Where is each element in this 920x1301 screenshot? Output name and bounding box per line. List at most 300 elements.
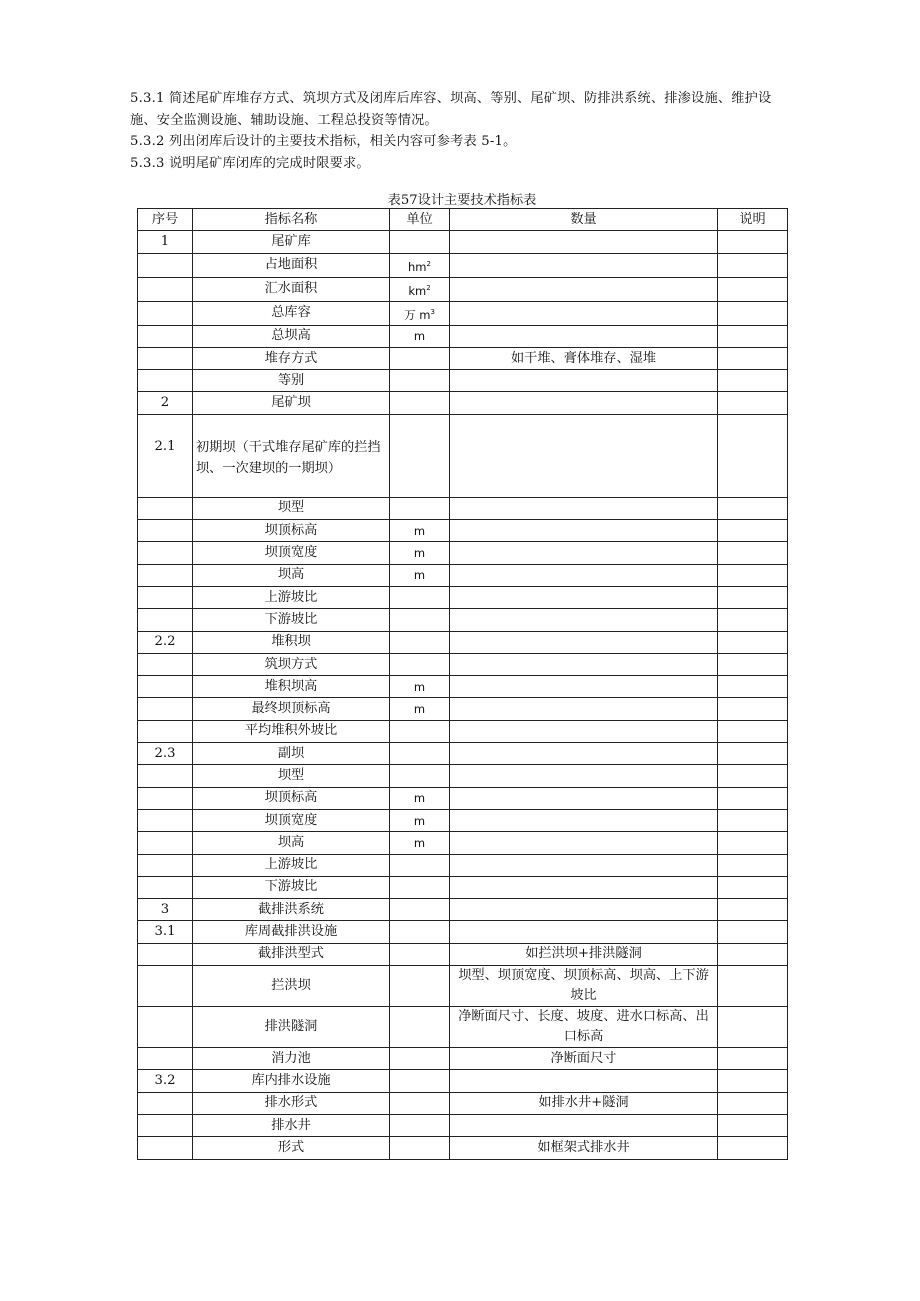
cell-note [718, 1007, 788, 1048]
cell-no-text: 2.3 [154, 745, 176, 761]
cell-note [718, 854, 788, 876]
cell-unit [390, 631, 450, 653]
table-row [138, 653, 788, 675]
cell-unit [390, 277, 450, 301]
paragraph-5-3-3: 5.3.3 说明尾矿库闭库的完成时限要求。 [130, 156, 370, 171]
cell-note [718, 1114, 788, 1136]
cell-quantity-text: 净断面尺寸、长度、坡度、进水口标高、出口标高 [458, 1009, 709, 1045]
cell-quantity [450, 787, 718, 809]
cell-note [718, 698, 788, 720]
cell-name [193, 921, 390, 943]
cell-unit [390, 765, 450, 787]
cell-no-text: 2 [160, 395, 170, 411]
cell-name [193, 1070, 390, 1092]
cell-name-text: 副坝 [277, 745, 305, 761]
cell-unit-text: m [413, 813, 426, 828]
cell-no [138, 943, 193, 965]
cell-name-text: 消力池 [271, 1050, 311, 1066]
cell-quantity [450, 899, 718, 921]
cell-unit [390, 943, 450, 965]
cell-note [718, 966, 788, 1007]
cell-name [193, 564, 390, 586]
table-row [138, 676, 788, 698]
cell-no [138, 1070, 193, 1092]
cell-name [193, 765, 390, 787]
cell-unit-text: 万 m [404, 307, 431, 322]
cell-no [138, 542, 193, 564]
table-row [138, 586, 788, 608]
cell-name [193, 347, 390, 369]
cell-quantity-text: 净断面尺寸 [550, 1050, 617, 1066]
cell-quantity [450, 277, 718, 301]
cell-unit [390, 1007, 450, 1048]
cell-no [138, 1007, 193, 1048]
cell-quantity [450, 943, 718, 965]
cell-name-text: 坝高 [277, 567, 305, 583]
cell-name-text: 尾矿坝 [271, 395, 311, 411]
cell-name-text: 尾矿库 [271, 233, 311, 249]
paragraph-5-3-1: 5.3.1 简述尾矿库堆存方式、筑坝方式及闭库后库容、坝高、等别、尾矿坝、防排洪系统、排渗设施、维护设施、安全监测设施、辅助设施、工程总投资等情况。 [130, 91, 772, 128]
table-row [138, 1048, 788, 1070]
cell-name-text: 拦洪坝 [271, 978, 311, 994]
cell-quantity [450, 586, 718, 608]
cell-quantity [450, 765, 718, 787]
cell-quantity [450, 325, 718, 347]
cell-quantity [450, 520, 718, 542]
cell-no [138, 787, 193, 809]
cell-note [718, 392, 788, 414]
cell-quantity [450, 1092, 718, 1114]
cell-name-text: 堆存方式 [264, 350, 318, 366]
cell-note [718, 1070, 788, 1092]
cell-unit [390, 653, 450, 675]
cell-no [138, 497, 193, 519]
cell-quantity [450, 921, 718, 943]
cell-name-text: 库周截排洪设施 [244, 924, 338, 940]
cell-name [193, 370, 390, 392]
paragraph-5-3-2: 5.3.2 列出闭库后设计的主要技术指标，相关内容可参考表 5-1。 [130, 134, 517, 149]
cell-name [193, 1048, 390, 1070]
cell-name [193, 676, 390, 698]
cell-quantity [450, 854, 718, 876]
cell-no [138, 1048, 193, 1070]
cell-name [193, 277, 390, 301]
table-row [138, 765, 788, 787]
cell-quantity [450, 832, 718, 854]
cell-note [718, 347, 788, 369]
cell-name [193, 832, 390, 854]
cell-unit [390, 809, 450, 831]
unit-exponent: 2 [426, 283, 431, 292]
table-row [138, 414, 788, 497]
cell-quantity [450, 1137, 718, 1159]
cell-unit-text: m [413, 791, 426, 806]
cell-note [718, 231, 788, 253]
cell-name [193, 809, 390, 831]
table-row [138, 720, 788, 742]
table-row [138, 277, 788, 301]
table-row [138, 497, 788, 519]
cell-note [718, 1048, 788, 1070]
cell-note [718, 277, 788, 301]
cell-no [138, 631, 193, 653]
cell-unit [390, 698, 450, 720]
cell-name-text: 截排洪型式 [258, 946, 324, 962]
cell-quantity-text: 坝型、坝顶宽度、坝顶标高、坝高、上下游坡比 [458, 968, 709, 1004]
table-row [138, 392, 788, 414]
cell-name [193, 586, 390, 608]
cell-no [138, 520, 193, 542]
table-header-row [138, 209, 788, 231]
cell-unit [390, 720, 450, 742]
cell-no-text: 1 [160, 233, 170, 249]
cell-no [138, 564, 193, 586]
table-row [138, 1070, 788, 1092]
cell-no-text: 2.2 [154, 634, 176, 650]
cell-quantity [450, 1070, 718, 1092]
cell-quantity [450, 392, 718, 414]
table-row [138, 966, 788, 1007]
cell-no [138, 1137, 193, 1159]
cell-name [193, 698, 390, 720]
cell-no [138, 231, 193, 253]
header-note: 说明 [718, 209, 788, 231]
table-row [138, 809, 788, 831]
cell-name-text: 占地面积 [264, 257, 318, 273]
cell-unit-text: m [413, 835, 426, 850]
cell-note [718, 564, 788, 586]
cell-unit [390, 392, 450, 414]
cell-name-text: 最终坝顶标高 [251, 701, 331, 717]
cell-note [718, 253, 788, 277]
table-row [138, 1114, 788, 1136]
unit-exponent: 2 [426, 259, 431, 268]
cell-no [138, 414, 193, 497]
technical-indicators-table [137, 208, 788, 1160]
cell-note [718, 1092, 788, 1114]
cell-note [718, 787, 788, 809]
cell-name-text: 坝型 [277, 500, 305, 516]
cell-quantity-text: 如干堆、膏体堆存、湿堆 [510, 350, 657, 366]
cell-note [718, 414, 788, 497]
cell-quantity-text: 如框架式排水井 [537, 1139, 630, 1155]
cell-name [193, 720, 390, 742]
table-row [138, 921, 788, 943]
cell-quantity [450, 676, 718, 698]
cell-no [138, 876, 193, 898]
cell-name-text: 堆积坝 [271, 634, 311, 650]
cell-unit-text: m [413, 679, 426, 694]
cell-unit [390, 301, 450, 325]
cell-name-text: 等别 [277, 372, 305, 388]
cell-unit [390, 1114, 450, 1136]
cell-name [193, 253, 390, 277]
table-row [138, 1137, 788, 1159]
cell-unit [390, 520, 450, 542]
cell-note [718, 943, 788, 965]
cell-name-text: 下游坡比 [264, 879, 318, 895]
cell-quantity [450, 301, 718, 325]
cell-unit [390, 854, 450, 876]
table-row [138, 854, 788, 876]
cell-name-text: 初期坝（干式堆存尾矿库的拦挡坝、一次建坝的一期坝） [196, 439, 381, 476]
cell-note [718, 542, 788, 564]
cell-no [138, 253, 193, 277]
cell-name [193, 231, 390, 253]
cell-name [193, 542, 390, 564]
cell-name-text: 堆积坝高 [264, 678, 318, 694]
cell-quantity [450, 653, 718, 675]
cell-name [193, 787, 390, 809]
cell-unit [390, 676, 450, 698]
cell-no [138, 720, 193, 742]
cell-no [138, 370, 193, 392]
cell-no [138, 653, 193, 675]
cell-name [193, 1092, 390, 1114]
cell-quantity [450, 370, 718, 392]
cell-name-text: 总库容 [271, 305, 311, 321]
cell-name [193, 325, 390, 347]
cell-unit [390, 1048, 450, 1070]
table-row [138, 698, 788, 720]
cell-quantity [450, 809, 718, 831]
cell-name-text: 下游坡比 [264, 611, 318, 627]
table-body [138, 231, 788, 1159]
cell-unit [390, 966, 450, 1007]
cell-unit [390, 347, 450, 369]
header-quantity: 数量 [450, 209, 718, 231]
cell-name [193, 414, 390, 497]
cell-no [138, 609, 193, 631]
cell-quantity-text: 如拦洪坝+排洪隧洞 [525, 946, 642, 962]
table-row [138, 301, 788, 325]
cell-quantity [450, 720, 718, 742]
table-row [138, 899, 788, 921]
cell-name-text: 汇水面积 [264, 281, 318, 297]
cell-name-text: 截排洪系统 [258, 901, 324, 917]
cell-unit-text: m [413, 568, 426, 583]
cell-no [138, 765, 193, 787]
cell-unit-text: m [413, 523, 426, 538]
cell-unit [390, 832, 450, 854]
cell-name-text: 库内排水设施 [251, 1072, 331, 1088]
table-row [138, 743, 788, 765]
cell-note [718, 370, 788, 392]
cell-unit [390, 564, 450, 586]
header-unit: 单位 [390, 209, 450, 231]
cell-quantity [450, 542, 718, 564]
cell-unit [390, 1070, 450, 1092]
cell-quantity [450, 497, 718, 519]
cell-quantity [450, 564, 718, 586]
cell-no [138, 966, 193, 1007]
cell-no-text: 3.2 [154, 1072, 176, 1088]
cell-unit [390, 921, 450, 943]
cell-note [718, 520, 788, 542]
cell-unit [390, 370, 450, 392]
cell-unit [390, 497, 450, 519]
cell-no-text: 3 [160, 901, 170, 917]
header-name: 指标名称 [193, 209, 390, 231]
cell-unit [390, 743, 450, 765]
cell-unit [390, 325, 450, 347]
table-row [138, 564, 788, 586]
cell-unit-text: m [413, 702, 426, 717]
cell-unit [390, 1092, 450, 1114]
cell-note [718, 653, 788, 675]
cell-no [138, 586, 193, 608]
cell-no-text: 2.1 [154, 438, 176, 454]
table-caption: 表57设计主要技术指标表 [387, 193, 537, 208]
table-row [138, 231, 788, 253]
cell-name-text: 筑坝方式 [264, 656, 318, 672]
cell-unit-text: hm [408, 259, 427, 274]
cell-name-text: 形式 [277, 1139, 305, 1155]
table-row [138, 631, 788, 653]
cell-quantity [450, 876, 718, 898]
table-row [138, 325, 788, 347]
cell-no [138, 698, 193, 720]
cell-note [718, 832, 788, 854]
cell-note [718, 921, 788, 943]
cell-name-text: 排水形式 [264, 1095, 318, 1111]
cell-note [718, 676, 788, 698]
cell-name-text: 平均堆积外坡比 [244, 723, 338, 739]
cell-note [718, 301, 788, 325]
cell-no [138, 392, 193, 414]
cell-unit [390, 1137, 450, 1159]
cell-name [193, 899, 390, 921]
cell-name-text: 上游坡比 [264, 589, 318, 605]
cell-no [138, 921, 193, 943]
cell-name-text: 坝高 [277, 834, 305, 850]
cell-no [138, 1114, 193, 1136]
cell-note [718, 497, 788, 519]
cell-no [138, 676, 193, 698]
table-row [138, 943, 788, 965]
table-row [138, 876, 788, 898]
cell-note [718, 765, 788, 787]
cell-name [193, 609, 390, 631]
cell-name-text: 坝型 [277, 767, 305, 783]
table-row [138, 520, 788, 542]
header-no: 序号 [138, 209, 193, 231]
cell-unit-text: m [413, 329, 426, 344]
cell-name [193, 631, 390, 653]
cell-quantity [450, 743, 718, 765]
cell-note [718, 609, 788, 631]
cell-unit-text: m [413, 546, 426, 561]
cell-name [193, 520, 390, 542]
table-row [138, 787, 788, 809]
cell-no [138, 899, 193, 921]
cell-quantity [450, 698, 718, 720]
cell-unit [390, 586, 450, 608]
cell-unit [390, 899, 450, 921]
cell-quantity [450, 253, 718, 277]
cell-quantity [450, 1007, 718, 1048]
cell-unit [390, 609, 450, 631]
cell-note [718, 586, 788, 608]
cell-no [138, 325, 193, 347]
cell-name-text: 总坝高 [271, 328, 311, 344]
table-row [138, 1092, 788, 1114]
cell-note [718, 720, 788, 742]
cell-name [193, 966, 390, 1007]
cell-quantity [450, 231, 718, 253]
cell-no [138, 809, 193, 831]
cell-note [718, 809, 788, 831]
cell-unit-text: km [408, 283, 427, 298]
cell-name-text: 上游坡比 [264, 857, 318, 873]
table-row [138, 253, 788, 277]
cell-name [193, 1007, 390, 1048]
cell-name-text: 排洪隧洞 [264, 1019, 318, 1035]
cell-name-text: 坝顶宽度 [264, 812, 318, 828]
cell-unit [390, 231, 450, 253]
cell-no [138, 854, 193, 876]
cell-unit [390, 414, 450, 497]
cell-quantity [450, 414, 718, 497]
cell-no [138, 743, 193, 765]
cell-quantity-text: 如排水井+隧洞 [538, 1095, 629, 1111]
table-row [138, 609, 788, 631]
cell-name [193, 854, 390, 876]
cell-name [193, 653, 390, 675]
table-row [138, 832, 788, 854]
table-row [138, 370, 788, 392]
cell-note [718, 1137, 788, 1159]
cell-note [718, 899, 788, 921]
cell-note [718, 876, 788, 898]
cell-quantity [450, 631, 718, 653]
cell-unit [390, 787, 450, 809]
cell-note [718, 743, 788, 765]
cell-name [193, 943, 390, 965]
cell-note [718, 631, 788, 653]
cell-no [138, 1092, 193, 1114]
cell-name [193, 743, 390, 765]
cell-name-text: 坝顶标高 [264, 522, 318, 538]
cell-no [138, 347, 193, 369]
table-row [138, 347, 788, 369]
cell-name [193, 1114, 390, 1136]
cell-name [193, 1137, 390, 1159]
cell-no [138, 832, 193, 854]
cell-quantity [450, 347, 718, 369]
cell-unit [390, 542, 450, 564]
cell-quantity [450, 609, 718, 631]
cell-no-text: 3.1 [154, 924, 176, 940]
cell-name [193, 497, 390, 519]
cell-name [193, 301, 390, 325]
cell-name-text: 排水井 [271, 1117, 311, 1133]
cell-name [193, 392, 390, 414]
cell-note [718, 325, 788, 347]
cell-no [138, 301, 193, 325]
unit-exponent: 3 [430, 307, 435, 316]
table-row [138, 542, 788, 564]
table-row [138, 1007, 788, 1048]
cell-quantity [450, 966, 718, 1007]
cell-name-text: 坝顶标高 [264, 790, 318, 806]
cell-unit [390, 253, 450, 277]
cell-quantity [450, 1048, 718, 1070]
cell-quantity [450, 1114, 718, 1136]
cell-no [138, 277, 193, 301]
cell-name-text: 坝顶宽度 [264, 545, 318, 561]
cell-name [193, 876, 390, 898]
